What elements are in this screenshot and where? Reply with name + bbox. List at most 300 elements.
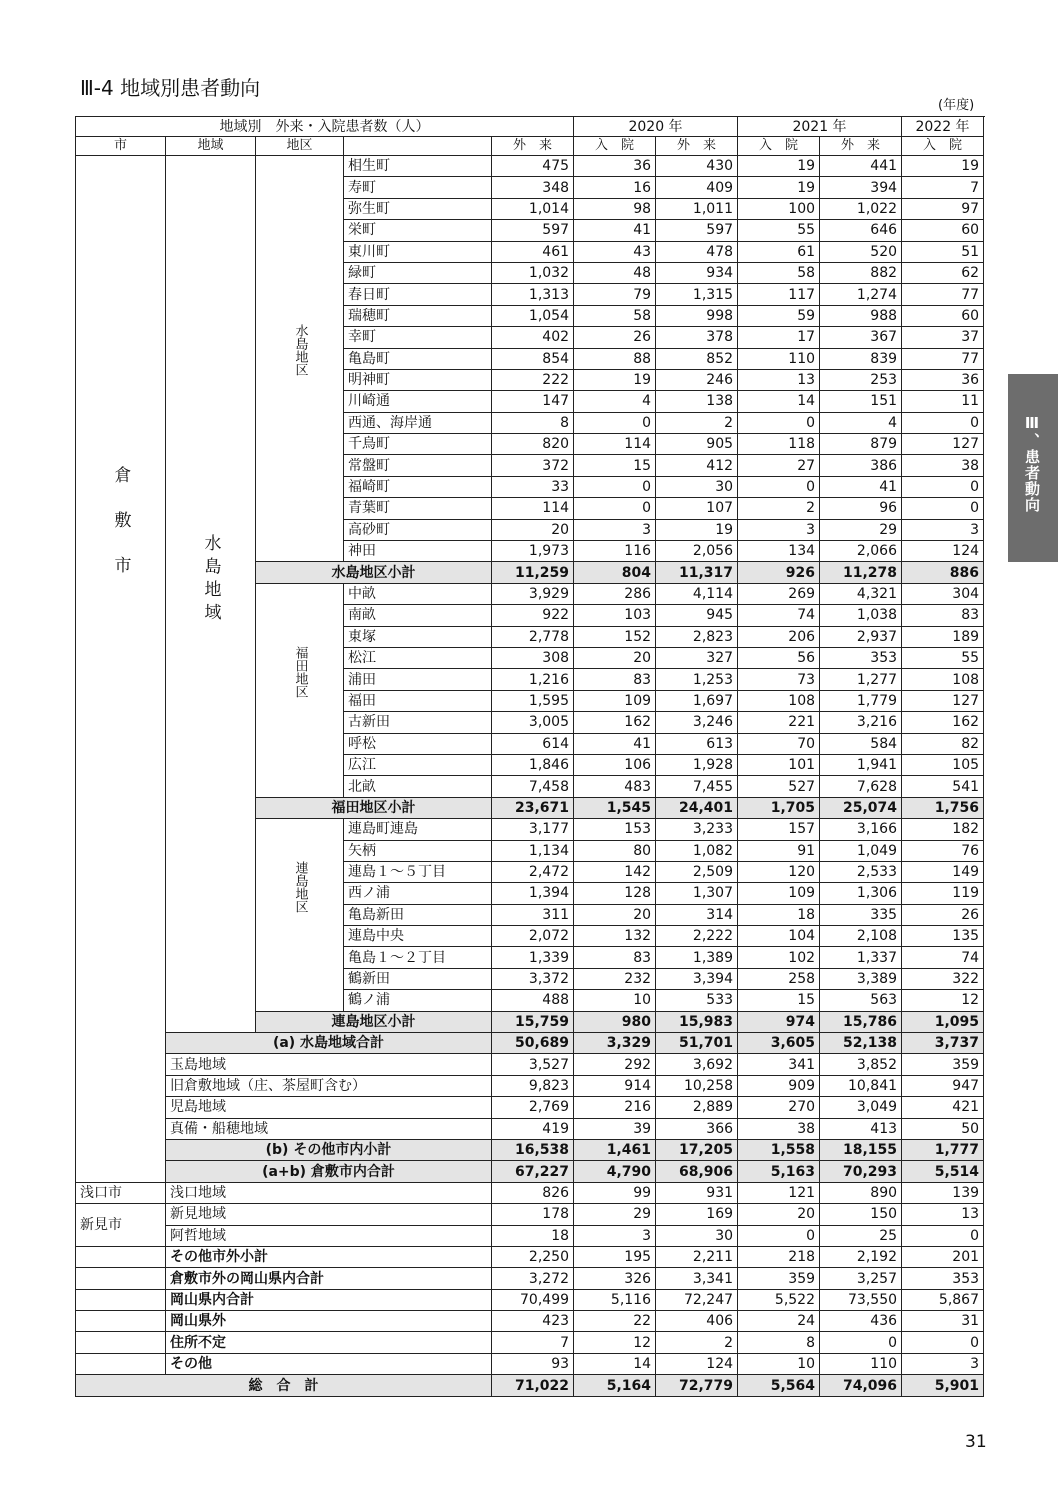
value-cell: 20 [492, 519, 574, 540]
value-cell: 947 [902, 1075, 984, 1096]
value-cell: 19 [738, 177, 820, 198]
town-name: 春日町 [344, 284, 492, 305]
value-cell: 162 [902, 712, 984, 733]
value-cell: 10 [738, 1353, 820, 1374]
value-cell: 83 [574, 947, 656, 968]
region-name: 児島地域 [166, 1097, 492, 1118]
value-cell: 149 [902, 861, 984, 882]
col-city: 市 [76, 137, 166, 156]
value-cell: 1,049 [820, 840, 902, 861]
value-cell: 7 [492, 1332, 574, 1353]
value-cell: 2,533 [820, 861, 902, 882]
value-cell: 106 [574, 754, 656, 775]
value-cell: 7,458 [492, 776, 574, 797]
town-name: 青葉町 [344, 498, 492, 519]
value-cell: 3,394 [656, 968, 738, 989]
value-cell: 304 [902, 583, 984, 604]
value-cell: 76 [902, 840, 984, 861]
value-cell: 218 [738, 1246, 820, 1267]
value-cell: 37 [902, 327, 984, 348]
district-mizushima [256, 156, 344, 562]
value-cell: 421 [902, 1097, 984, 1118]
value-cell: 162 [574, 712, 656, 733]
value-cell: 0 [902, 476, 984, 497]
value-cell: 93 [492, 1353, 574, 1374]
table-row [76, 1225, 984, 1246]
value-cell: 11,259 [492, 562, 574, 583]
value-cell: 2,211 [656, 1246, 738, 1267]
value-cell: 55 [738, 220, 820, 241]
value-cell: 132 [574, 926, 656, 947]
value-cell: 926 [738, 562, 820, 583]
value-cell: 1,697 [656, 690, 738, 711]
page-number: 31 [965, 1432, 987, 1452]
value-cell: 423 [492, 1311, 574, 1332]
value-cell: 82 [902, 733, 984, 754]
total-ab [76, 1161, 984, 1182]
value-cell: 3,272 [492, 1268, 574, 1289]
blank-cell [76, 1246, 166, 1267]
value-cell: 1,253 [656, 669, 738, 690]
region-name: 新見地域 [166, 1204, 492, 1225]
value-cell: 43 [574, 241, 656, 262]
value-cell: 18,155 [820, 1139, 902, 1160]
value-cell: 74 [902, 947, 984, 968]
town-name: 栄町 [344, 220, 492, 241]
value-cell: 0 [902, 412, 984, 433]
value-cell: 1,941 [820, 754, 902, 775]
value-cell: 19 [574, 369, 656, 390]
value-cell: 178 [492, 1204, 574, 1225]
value-cell: 134 [738, 541, 820, 562]
value-cell: 2 [738, 498, 820, 519]
value-cell: 1,779 [820, 690, 902, 711]
value-cell: 1,306 [820, 883, 902, 904]
value-cell: 2,823 [656, 626, 738, 647]
value-cell: 48 [574, 262, 656, 283]
value-cell: 11,317 [656, 562, 738, 583]
value-cell: 3,329 [574, 1033, 656, 1054]
table-row [76, 156, 984, 177]
value-cell: 15,983 [656, 1011, 738, 1032]
town-name: 常盤町 [344, 455, 492, 476]
value-cell: 0 [738, 1225, 820, 1246]
value-cell: 30 [656, 1225, 738, 1246]
value-cell: 19 [656, 519, 738, 540]
summary-label: 岡山県内合計 [166, 1289, 492, 1310]
value-cell: 8 [492, 412, 574, 433]
value-cell: 71,022 [492, 1375, 574, 1397]
value-cell: 201 [902, 1246, 984, 1267]
section-tab [1008, 374, 1058, 562]
value-cell: 430 [656, 156, 738, 177]
value-cell: 74 [738, 605, 820, 626]
value-cell: 182 [902, 819, 984, 840]
value-cell: 36 [574, 156, 656, 177]
town-name: 東川町 [344, 241, 492, 262]
value-cell: 2,072 [492, 926, 574, 947]
value-cell: 5,564 [738, 1375, 820, 1397]
value-cell: 232 [574, 968, 656, 989]
value-cell: 118 [738, 434, 820, 455]
value-cell: 348 [492, 177, 574, 198]
region-label: 水島地域 [200, 534, 221, 626]
value-cell: 3,737 [902, 1033, 984, 1054]
value-cell: 10,841 [820, 1075, 902, 1096]
summary-row [76, 1289, 984, 1310]
value-cell: 74,096 [820, 1375, 902, 1397]
value-cell: 1,595 [492, 690, 574, 711]
value-cell: 335 [820, 904, 902, 925]
value-cell: 1,032 [492, 262, 574, 283]
col-out: 外 来 [820, 137, 902, 156]
year-2020: 2020 年 [574, 117, 738, 137]
value-cell: 1,777 [902, 1139, 984, 1160]
value-cell: 1,846 [492, 754, 574, 775]
value-cell: 72,247 [656, 1289, 738, 1310]
value-cell: 70,293 [820, 1161, 902, 1182]
town-name: 中畝 [344, 583, 492, 604]
subtotal-label: 福田地区小計 [256, 797, 492, 818]
district-label: 水島地区 [292, 324, 308, 376]
value-cell: 1,315 [656, 284, 738, 305]
value-cell: 820 [492, 434, 574, 455]
value-cell: 14 [738, 391, 820, 412]
value-cell: 3 [902, 519, 984, 540]
value-cell: 9,823 [492, 1075, 574, 1096]
value-cell: 3,166 [820, 819, 902, 840]
value-cell: 5,164 [574, 1375, 656, 1397]
value-cell: 1,014 [492, 198, 574, 219]
value-cell: 326 [574, 1268, 656, 1289]
value-cell: 406 [656, 1311, 738, 1332]
value-cell: 258 [738, 968, 820, 989]
value-cell: 3 [902, 1353, 984, 1374]
value-cell: 12 [574, 1332, 656, 1353]
value-cell: 0 [738, 476, 820, 497]
value-cell: 14 [574, 1353, 656, 1374]
value-cell: 17,205 [656, 1139, 738, 1160]
table-caption: 地域別 外来・入院患者数（人） [76, 117, 574, 137]
value-cell: 77 [902, 284, 984, 305]
value-cell: 3,527 [492, 1054, 574, 1075]
value-cell: 15 [574, 455, 656, 476]
value-cell: 286 [574, 583, 656, 604]
region-total-a [76, 1033, 984, 1054]
summary-row [76, 1268, 984, 1289]
value-cell: 55 [902, 647, 984, 668]
value-cell: 124 [902, 541, 984, 562]
value-cell: 2,222 [656, 926, 738, 947]
subtotal-label: 水島地区小計 [256, 562, 492, 583]
value-cell: 18 [738, 904, 820, 925]
value-cell: 23,671 [492, 797, 574, 818]
value-cell: 353 [820, 647, 902, 668]
value-cell: 20 [574, 647, 656, 668]
grand-total-row [76, 1375, 984, 1397]
value-cell: 1,038 [820, 605, 902, 626]
col-in: 入 院 [902, 137, 984, 156]
table-row [76, 1204, 984, 1225]
value-cell: 0 [902, 498, 984, 519]
value-cell: 195 [574, 1246, 656, 1267]
value-cell: 931 [656, 1182, 738, 1203]
town-name: 神田 [344, 541, 492, 562]
value-cell: 127 [902, 690, 984, 711]
value-cell: 121 [738, 1182, 820, 1203]
town-name: 連島中央 [344, 926, 492, 947]
value-cell: 91 [738, 840, 820, 861]
subtotal-label: (a) 水島地域合計 [166, 1033, 492, 1054]
value-cell: 3 [574, 519, 656, 540]
col-in: 入 院 [738, 137, 820, 156]
value-cell: 1,394 [492, 883, 574, 904]
value-cell: 16,538 [492, 1139, 574, 1160]
value-cell: 436 [820, 1311, 902, 1332]
grand-total-label: 総 合 計 [76, 1375, 492, 1397]
value-cell: 890 [820, 1182, 902, 1203]
value-cell: 26 [574, 327, 656, 348]
value-cell: 419 [492, 1118, 574, 1139]
value-cell: 366 [656, 1118, 738, 1139]
page-title: Ⅲ-4 地域別患者動向 [80, 76, 261, 100]
value-cell: 253 [820, 369, 902, 390]
value-cell: 2 [656, 1332, 738, 1353]
value-cell: 36 [902, 369, 984, 390]
value-cell: 83 [902, 605, 984, 626]
town-name: 明神町 [344, 369, 492, 390]
value-cell: 19 [738, 156, 820, 177]
value-cell: 3,049 [820, 1097, 902, 1118]
value-cell: 41 [820, 476, 902, 497]
summary-label: その他市外小計 [166, 1246, 492, 1267]
value-cell: 269 [738, 583, 820, 604]
value-cell: 1,558 [738, 1139, 820, 1160]
table-row [76, 1118, 984, 1139]
city-kurashiki [76, 156, 166, 1183]
value-cell: 116 [574, 541, 656, 562]
value-cell: 1,339 [492, 947, 574, 968]
value-cell: 359 [738, 1268, 820, 1289]
value-cell: 20 [574, 904, 656, 925]
value-cell: 189 [902, 626, 984, 647]
col-out: 外 来 [492, 137, 574, 156]
value-cell: 4,790 [574, 1161, 656, 1182]
value-cell: 412 [656, 455, 738, 476]
city-niimi: 新見市 [76, 1204, 166, 1247]
value-cell: 1,095 [902, 1011, 984, 1032]
value-cell: 110 [820, 1353, 902, 1374]
value-cell: 2,250 [492, 1246, 574, 1267]
value-cell: 826 [492, 1182, 574, 1203]
value-cell: 58 [574, 305, 656, 326]
blank-cell [76, 1289, 166, 1310]
value-cell: 839 [820, 348, 902, 369]
unit-label: (年度) [938, 98, 975, 113]
value-cell: 139 [902, 1182, 984, 1203]
value-cell: 1,011 [656, 198, 738, 219]
value-cell: 311 [492, 904, 574, 925]
value-cell: 3,216 [820, 712, 902, 733]
value-cell: 488 [492, 990, 574, 1011]
value-cell: 1,307 [656, 883, 738, 904]
value-cell: 905 [656, 434, 738, 455]
value-cell: 119 [902, 883, 984, 904]
town-name: 亀島町 [344, 348, 492, 369]
value-cell: 974 [738, 1011, 820, 1032]
value-cell: 1,054 [492, 305, 574, 326]
town-name: 西通、海岸通 [344, 412, 492, 433]
value-cell: 3,929 [492, 583, 574, 604]
value-cell: 3,233 [656, 819, 738, 840]
town-name: 矢柄 [344, 840, 492, 861]
value-cell: 378 [656, 327, 738, 348]
value-cell: 367 [820, 327, 902, 348]
value-cell: 3,852 [820, 1054, 902, 1075]
town-name: 瑞穂町 [344, 305, 492, 326]
value-cell: 24,401 [656, 797, 738, 818]
value-cell: 1,313 [492, 284, 574, 305]
value-cell: 96 [820, 498, 902, 519]
value-cell: 56 [738, 647, 820, 668]
value-cell: 22 [574, 1311, 656, 1332]
town-name: 連島町連島 [344, 819, 492, 840]
value-cell: 353 [902, 1268, 984, 1289]
value-cell: 314 [656, 904, 738, 925]
value-cell: 2,769 [492, 1097, 574, 1118]
town-name: 東塚 [344, 626, 492, 647]
region-mizushima [166, 156, 256, 1033]
value-cell: 101 [738, 754, 820, 775]
value-cell: 38 [738, 1118, 820, 1139]
table-row [76, 1054, 984, 1075]
value-cell: 51 [902, 241, 984, 262]
value-cell: 4,321 [820, 583, 902, 604]
value-cell: 988 [820, 305, 902, 326]
blank-cell [76, 1311, 166, 1332]
value-cell: 478 [656, 241, 738, 262]
value-cell: 5,901 [902, 1375, 984, 1397]
town-name: 北畝 [344, 776, 492, 797]
value-cell: 520 [820, 241, 902, 262]
value-cell: 5,514 [902, 1161, 984, 1182]
value-cell: 59 [738, 305, 820, 326]
value-cell: 109 [738, 883, 820, 904]
value-cell: 1,973 [492, 541, 574, 562]
blank-cell [76, 1353, 166, 1374]
value-cell: 29 [574, 1204, 656, 1225]
value-cell: 246 [656, 369, 738, 390]
year-2021: 2021 年 [738, 117, 902, 137]
value-cell: 402 [492, 327, 574, 348]
value-cell: 527 [738, 776, 820, 797]
value-cell: 914 [574, 1075, 656, 1096]
district-fukuda [256, 583, 344, 797]
value-cell: 108 [902, 669, 984, 690]
value-cell: 1,274 [820, 284, 902, 305]
town-name: 亀島新田 [344, 904, 492, 925]
district-label: 連島地区 [292, 861, 308, 914]
value-cell: 73 [738, 669, 820, 690]
value-cell: 2,192 [820, 1246, 902, 1267]
value-cell: 67,227 [492, 1161, 574, 1182]
value-cell: 980 [574, 1011, 656, 1032]
value-cell: 15,759 [492, 1011, 574, 1032]
value-cell: 7 [902, 177, 984, 198]
town-name: 千鳥町 [344, 434, 492, 455]
summary-label: その他 [166, 1353, 492, 1374]
value-cell: 292 [574, 1054, 656, 1075]
value-cell: 584 [820, 733, 902, 754]
value-cell: 39 [574, 1118, 656, 1139]
town-name: 古新田 [344, 712, 492, 733]
value-cell: 169 [656, 1204, 738, 1225]
value-cell: 3,005 [492, 712, 574, 733]
value-cell: 157 [738, 819, 820, 840]
value-cell: 117 [738, 284, 820, 305]
value-cell: 60 [902, 220, 984, 241]
value-cell: 0 [574, 412, 656, 433]
town-name: 鶴新田 [344, 968, 492, 989]
value-cell: 308 [492, 647, 574, 668]
value-cell: 79 [574, 284, 656, 305]
value-cell: 0 [574, 498, 656, 519]
value-cell: 58 [738, 262, 820, 283]
value-cell: 5,163 [738, 1161, 820, 1182]
value-cell: 4,114 [656, 583, 738, 604]
value-cell: 0 [738, 412, 820, 433]
value-cell: 15,786 [820, 1011, 902, 1032]
value-cell: 50,689 [492, 1033, 574, 1054]
value-cell: 0 [902, 1332, 984, 1353]
town-name: 亀島１～２丁目 [344, 947, 492, 968]
town-name: 呼松 [344, 733, 492, 754]
value-cell: 25 [820, 1225, 902, 1246]
value-cell: 127 [902, 434, 984, 455]
value-cell: 61 [738, 241, 820, 262]
value-cell: 128 [574, 883, 656, 904]
value-cell: 19 [902, 156, 984, 177]
value-cell: 1,705 [738, 797, 820, 818]
value-cell: 4 [820, 412, 902, 433]
value-cell: 138 [656, 391, 738, 412]
value-cell: 3,246 [656, 712, 738, 733]
value-cell: 150 [820, 1204, 902, 1225]
table-body [76, 117, 984, 1397]
value-cell: 1,134 [492, 840, 574, 861]
table-row [76, 1075, 984, 1096]
value-cell: 77 [902, 348, 984, 369]
town-name: 西ノ浦 [344, 883, 492, 904]
town-name: 高砂町 [344, 519, 492, 540]
value-cell: 26 [902, 904, 984, 925]
city-asakuchi: 浅口市 [76, 1182, 166, 1203]
value-cell: 394 [820, 177, 902, 198]
value-cell: 16 [574, 177, 656, 198]
value-cell: 11,278 [820, 562, 902, 583]
value-cell: 882 [820, 262, 902, 283]
value-cell: 100 [738, 198, 820, 219]
value-cell: 152 [574, 626, 656, 647]
value-cell: 142 [574, 861, 656, 882]
value-cell: 153 [574, 819, 656, 840]
town-name: 寿町 [344, 177, 492, 198]
value-cell: 135 [902, 926, 984, 947]
value-cell: 2,889 [656, 1097, 738, 1118]
value-cell: 270 [738, 1097, 820, 1118]
value-cell: 0 [902, 1225, 984, 1246]
region-name: 阿哲地域 [166, 1225, 492, 1246]
